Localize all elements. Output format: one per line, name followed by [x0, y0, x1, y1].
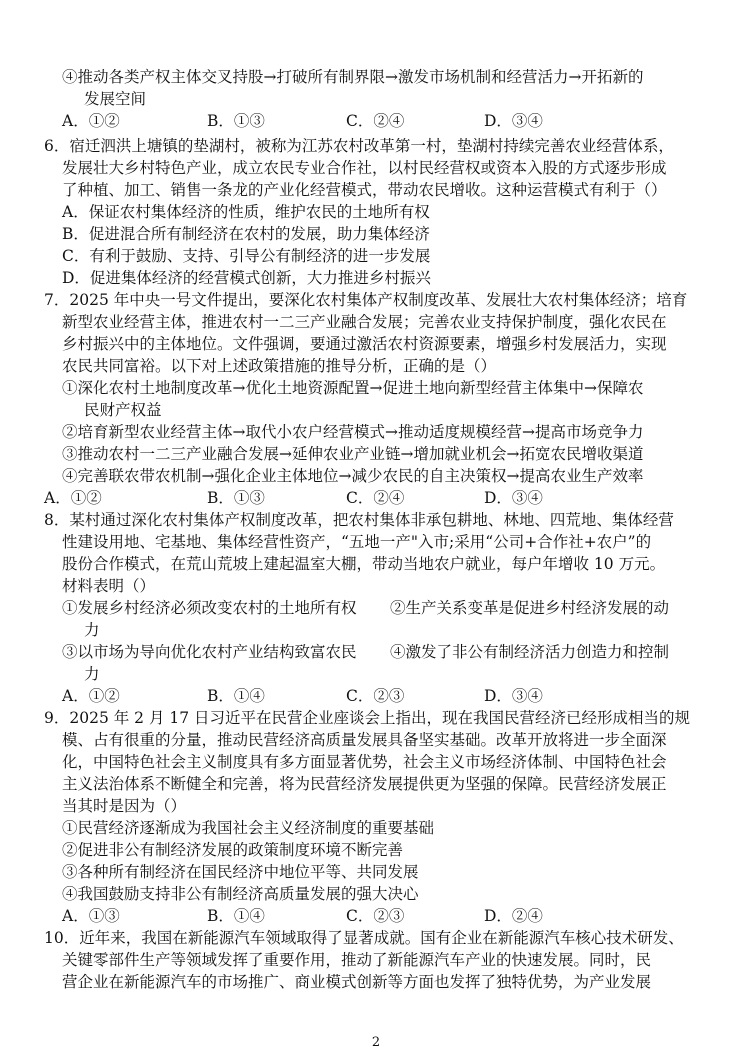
- option-b[interactable]: B．①③: [207, 112, 265, 130]
- text-line: 化，中国特色社会主义制度具有多方面显著优势，社会主义市场经济体制、中国特色社会: [62, 753, 667, 771]
- text-line: A．保证农村集体经济的性质，维护农民的土地所有权: [62, 203, 430, 221]
- text-line: ②促进非公有制经济发展的政策制度环境不断完善: [62, 841, 404, 859]
- option-c[interactable]: C．②③: [346, 907, 405, 925]
- text-line: 民财产权益: [84, 401, 162, 419]
- text-line: 发展空间: [84, 90, 147, 108]
- text-line: 股份合作模式，在荒山荒坡上建起温室大棚，带动当地农户就业，每户年增收 10 万元。: [62, 555, 666, 573]
- text-line: 9．2025 年 2 月 17 日习近平在民营企业座谈会上指出，现在我国民营经济已经形成相当的规: [44, 709, 691, 727]
- text-line: ③以市场为导向优化农村产业结构致富农民: [62, 643, 357, 661]
- option-d[interactable]: D．③④: [484, 687, 543, 705]
- option-c[interactable]: C．②④: [346, 489, 405, 507]
- text-line: B．促进混合所有制经济在农村的发展，助力集体经济: [62, 225, 430, 243]
- option-a[interactable]: A．①②: [44, 489, 102, 507]
- option-a[interactable]: A．①③: [62, 907, 120, 925]
- text-line: ②培育新型农业经营主体→取代小农户经营模式→推动适度规模经营→提高市场竞争力: [62, 423, 644, 441]
- text-line: ①深化农村土地制度改革→优化土地资源配置→促进土地向新型经营主体集中→保障农: [62, 379, 644, 397]
- text-line: 营企业在新能源汽车的市场推广、商业模式创新等方面也发挥了独特优势，为产业发展: [62, 973, 652, 991]
- text-line: ①民营经济逐渐成为我国社会主义经济制度的重要基础: [62, 819, 435, 837]
- text-line: 6．宿迁泗洪上塘镇的垫湖村，被称为江苏农村改革第一村，垫湖村持续完善农业经营体系，: [44, 137, 674, 155]
- text-line: ③推动农村一二三产业融合发展→延伸农业产业链→增加就业机会→拓宽农民增收渠道: [62, 445, 644, 463]
- page-number: 2: [371, 1035, 381, 1050]
- option-d[interactable]: D．③④: [484, 112, 543, 130]
- text-line: 乡村振兴中的主体地位。文件强调，要通过激活农村资源要素，增强乡村发展活力，实现: [62, 335, 667, 353]
- option-c[interactable]: C．②④: [346, 112, 405, 130]
- text-line: D．促进集体经济的经营模式创新，大力推进乡村振兴: [62, 269, 431, 287]
- option-a[interactable]: A．①②: [62, 112, 120, 130]
- text-line: 力: [84, 665, 100, 683]
- text-line: 主义法治体系不断健全和完善，将为民营经济发展提供更为坚强的保障。民营经济发展正: [62, 775, 667, 793]
- option-c[interactable]: C．②③: [346, 687, 405, 705]
- text-line: 力: [84, 621, 100, 639]
- text-line: 当其时是因为（）: [62, 797, 187, 815]
- text-line: ③各种所有制经济在国民经济中地位平等、共同发展: [62, 863, 419, 881]
- text-line: 性建设用地、宅基地、集体经营性资产，“五地一产"入市;采用“公司+合作社+农户”的: [62, 533, 652, 551]
- option-b[interactable]: B．①④: [207, 907, 265, 925]
- text-line: 新型农业经营主体，推进农村一二三产业融合发展；完善农业支持保护制度，强化农民在: [62, 313, 667, 331]
- text-line: 材料表明（）: [62, 577, 156, 595]
- text-line: ①发展乡村经济必须改变农村的土地所有权: [62, 599, 357, 617]
- option-a[interactable]: A．①②: [62, 687, 120, 705]
- text-line: ④推动各类产权主体交叉持股→打破所有制界限→激发市场机制和经营活力→开拓新的: [62, 68, 644, 86]
- text-line: ④激发了非公有制经济活力创造力和控制: [390, 643, 670, 661]
- text-line: 发展壮大乡村特色产业，成立农民专业合作社，以村民经营权或资本入股的方式逐步形成: [62, 159, 667, 177]
- text-line: ④我国鼓励支持非公有制经济高质量发展的强大决心: [62, 885, 419, 903]
- text-line: 模、占有很重的分量，推动民营经济高质量发展具备坚实基础。改革开放将进一步全面深: [62, 731, 667, 749]
- text-line: C．有利于鼓励、支持、引导公有制经济的进一步发展: [62, 247, 431, 265]
- text-line: 10．近年来，我国在新能源汽车领域取得了显著成就。国有企业在新能源汽车核心技术研发、: [44, 929, 684, 947]
- text-line: 8．某村通过深化农村集体产权制度改革，把农村集体非承包耕地、林地、四荒地、集体经营: [44, 511, 674, 529]
- text-line: ②生产关系变革是促进乡村经济发展的动: [390, 599, 670, 617]
- option-d[interactable]: D．②④: [484, 907, 543, 925]
- option-d[interactable]: D．③④: [484, 489, 543, 507]
- text-line: 农民共同富裕。以下对上述政策措施的推导分析，正确的是（）: [62, 357, 497, 375]
- text-line: ④完善联农带农机制→强化企业主体地位→减少农民的自主决策权→提高农业生产效率: [62, 467, 644, 485]
- text-line: 7．2025 年中央一号文件提出，要深化农村集体产权制度改革、发展壮大农村集体经济；培育: [44, 291, 688, 309]
- text-line: 关键零部件生产等领域发挥了重要作用，推动了新能源汽车产业的快速发展。同时，民: [62, 951, 652, 969]
- option-b[interactable]: B．①④: [207, 687, 265, 705]
- text-line: 了种植、加工、销售一条龙的产业化经营模式，带动农民增收。这种运营模式有利于（）: [62, 181, 667, 199]
- option-b[interactable]: B．①③: [207, 489, 265, 507]
